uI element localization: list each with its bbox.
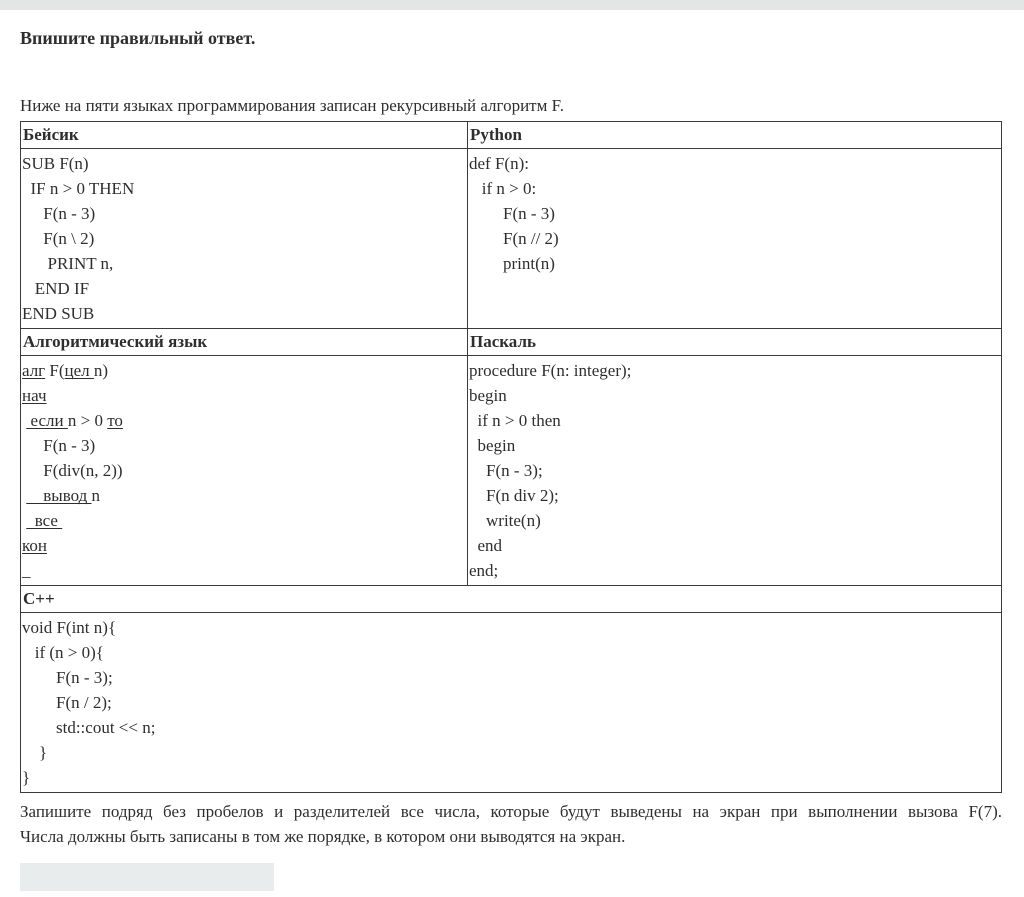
code-line: END IF <box>22 279 90 298</box>
code-line: END SUB <box>22 304 95 323</box>
code-cell-pascal <box>468 356 1002 586</box>
code-line: end <box>469 536 503 555</box>
code-line: PRINT n, <box>22 254 114 273</box>
code-line: F(n / 2); <box>22 693 112 712</box>
code-line: } <box>22 768 31 787</box>
code-line: F(n - 3) <box>469 204 555 223</box>
header-row-1 <box>21 122 1002 149</box>
prompt-title: Впишите правильный ответ. <box>20 28 256 48</box>
code-line: } <box>22 743 48 762</box>
task-question <box>20 799 1002 849</box>
code-line: алг F(цел n) <box>22 361 109 380</box>
task-question-line1: Запишите подряд без пробелов и разделителей все числа, которые будут выведены на экран при выполнении вызова F(7). <box>20 802 1002 821</box>
code-cell-python <box>468 149 1002 329</box>
code-line: вывод n <box>26 486 101 505</box>
lang-header-basic: Бейсик <box>21 122 468 149</box>
lang-header-pascal: Паскаль <box>468 329 1002 356</box>
code-line: procedure F(n: integer); <box>469 361 632 380</box>
code-row-3 <box>21 613 1002 793</box>
lang-header-algo: Алгоритмический язык <box>21 329 468 356</box>
header-row-2 <box>21 329 1002 356</box>
code-line: F(n - 3); <box>469 461 543 480</box>
code-cell-algo <box>21 356 468 586</box>
code-line: print(n) <box>469 254 555 273</box>
top-bar <box>0 0 1024 10</box>
code-line: F(n // 2) <box>469 229 559 248</box>
code-line: IF n > 0 THEN <box>22 179 135 198</box>
task-intro: Ниже на пяти языках программирования записан рекурсивный алгоритм F. <box>20 96 564 115</box>
code-line: все <box>26 511 63 530</box>
lang-header-cpp: C++ <box>21 586 1002 613</box>
code-line: F(div(n, 2)) <box>22 461 123 480</box>
code-line: нач <box>22 386 47 405</box>
code-line: SUB F(n) <box>22 154 89 173</box>
code-line: void F(int n){ <box>22 618 117 637</box>
code-line: кон <box>22 536 47 555</box>
code-line: write(n) <box>469 511 541 530</box>
code-line: begin <box>469 436 516 455</box>
code-line: если n > 0 то <box>26 411 123 430</box>
code-row-2 <box>21 356 1002 586</box>
code-line: if n > 0: <box>469 179 537 198</box>
code-line: _ <box>22 561 31 580</box>
answer-input[interactable] <box>20 863 274 891</box>
task-question-line2: Числа должны быть записаны в том же порядке, в котором они выводятся на экран. <box>20 827 626 846</box>
code-line: if (n > 0){ <box>22 643 104 662</box>
code-line: F(n - 3) <box>22 204 96 223</box>
code-line: begin <box>469 386 507 405</box>
code-line: F(n - 3); <box>22 668 113 687</box>
lang-header-python: Python <box>468 122 1002 149</box>
code-row-1 <box>21 149 1002 329</box>
code-line: F(n \ 2) <box>22 229 95 248</box>
code-line: std::cout << n; <box>22 718 156 737</box>
code-cell-basic <box>21 149 468 329</box>
header-row-3 <box>21 586 1002 613</box>
code-cell-cpp <box>21 613 1002 793</box>
code-line: if n > 0 then <box>469 411 561 430</box>
code-line: F(n - 3) <box>22 436 96 455</box>
task-content <box>0 28 1024 891</box>
code-line: F(n div 2); <box>469 486 559 505</box>
code-line: end; <box>469 561 499 580</box>
code-line: def F(n): <box>469 154 529 173</box>
languages-table <box>20 121 1002 793</box>
